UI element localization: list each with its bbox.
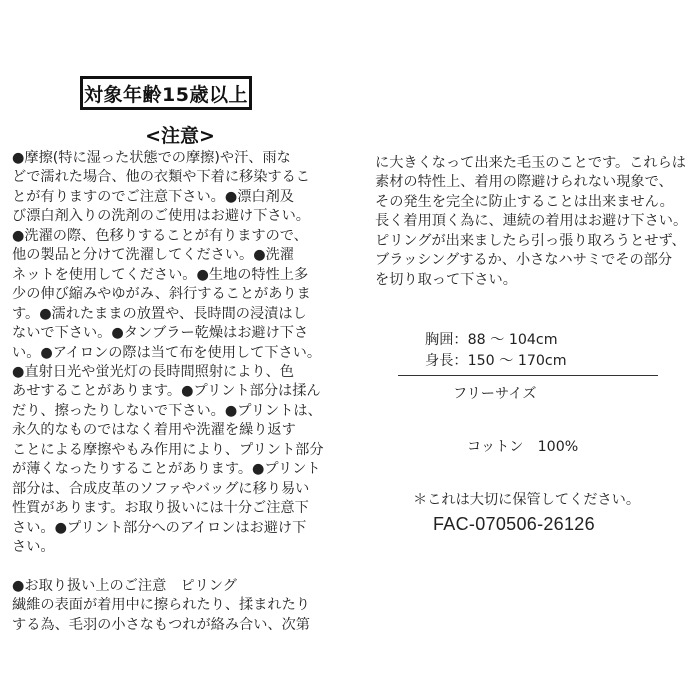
care-line: い。●アイロンの際は当て布を使用して下さい。 <box>12 344 322 361</box>
age-label-box <box>80 76 252 110</box>
care-line: だり、擦ったりしないで下さい。●プリントは、 <box>12 402 322 419</box>
care-line: ないで下さい。●タンブラー乾燥はお避け下さ <box>12 325 309 342</box>
pilling-line: を切り取って下さい。 <box>375 271 517 288</box>
care-line: ●摩擦(特に湿った状態での摩擦)や汗、雨な <box>12 150 291 166</box>
care-line: す。●濡れたままの放置や、長時間の浸漬はし <box>12 305 307 322</box>
divider <box>398 375 658 376</box>
pilling-line: 繊維の表面が着用中に擦られたり、揉まれたり <box>12 597 310 614</box>
care-line: さい。●プリント部分へのアイロンはお避け下 <box>12 519 307 536</box>
care-line: さい。 <box>12 539 55 556</box>
material-composition: コットン 100% <box>467 439 579 455</box>
care-line: 性質があります。お取り扱いには十分ご注意下 <box>12 500 309 517</box>
product-code: FAC-070506-26126 <box>433 514 595 534</box>
care-line: が薄くなったりすることがあります。●プリント <box>12 461 321 478</box>
pilling-line: その発生を完全に防止することは出来ません。 <box>375 193 674 210</box>
care-line: ●洗濯の際、色移りすることが有りますので、 <box>12 227 308 244</box>
pilling-line: ●お取り扱い上のご注意 ピリング <box>12 577 237 594</box>
pilling-line: ピリングが出来ましたら引っ張り取ろうとせず、 <box>375 232 686 249</box>
pilling-line: に大きくなって出来た毛玉のことです。これらは <box>375 155 686 171</box>
care-line: どで濡れた場合、他の衣類や下着に移染するこ <box>12 169 310 186</box>
pilling-line: 素材の特性上、着用の際避けられない現象で、 <box>375 174 673 191</box>
caution-title: <注意> <box>145 125 215 147</box>
care-line: 永久的なものではなく着用や洗濯を繰り返す <box>12 422 296 439</box>
chest-size: 胸囲：88 ～ 104cm <box>425 332 558 348</box>
care-line: 部分は、合成皮革のソファやバッグに移り易い <box>12 480 310 497</box>
paragraph-gap <box>12 558 330 577</box>
care-line: ことによる摩擦やもみ作用により、プリント部分 <box>12 441 324 458</box>
pilling-paragraph-continued <box>375 154 697 290</box>
pilling-paragraph-start <box>12 577 330 635</box>
pilling-line: 長く着用頂く為に、連続の着用はお避け下さい。 <box>375 213 688 230</box>
size-type: フリーサイズ <box>453 386 537 402</box>
care-line: あせすることがあります。●プリント部分は揉ん <box>12 383 321 400</box>
pilling-line: ブラッシングするか、小さなハサミでその部分 <box>375 252 673 269</box>
care-line: ネットを使用してください。●生地の特性上多 <box>12 266 309 283</box>
age-label: 対象年齢15歳以上 <box>84 83 248 106</box>
care-paragraph <box>12 149 330 558</box>
care-line: ●直射日光や蛍光灯の長時間照射により、色 <box>12 363 294 380</box>
care-line: とが有りますのでご注意下さい。●漂白剤及 <box>12 188 294 205</box>
keep-note: ＊これは大切に保管してください。 <box>413 492 641 508</box>
size-measurements <box>425 330 567 372</box>
care-instructions-left <box>12 149 330 635</box>
height-size: 身長：150 ～ 170cm <box>425 353 567 369</box>
care-line: 少の伸び縮みやゆがみ、斜行することがありま <box>12 286 311 303</box>
care-line: 他の製品と分けて洗濯してください。●洗濯 <box>12 247 294 264</box>
care-line: び漂白剤入りの洗剤のご使用はお避け下さい。 <box>12 208 310 225</box>
pilling-line: する為、毛羽の小さなもつれが絡み合い、次第 <box>12 616 310 633</box>
